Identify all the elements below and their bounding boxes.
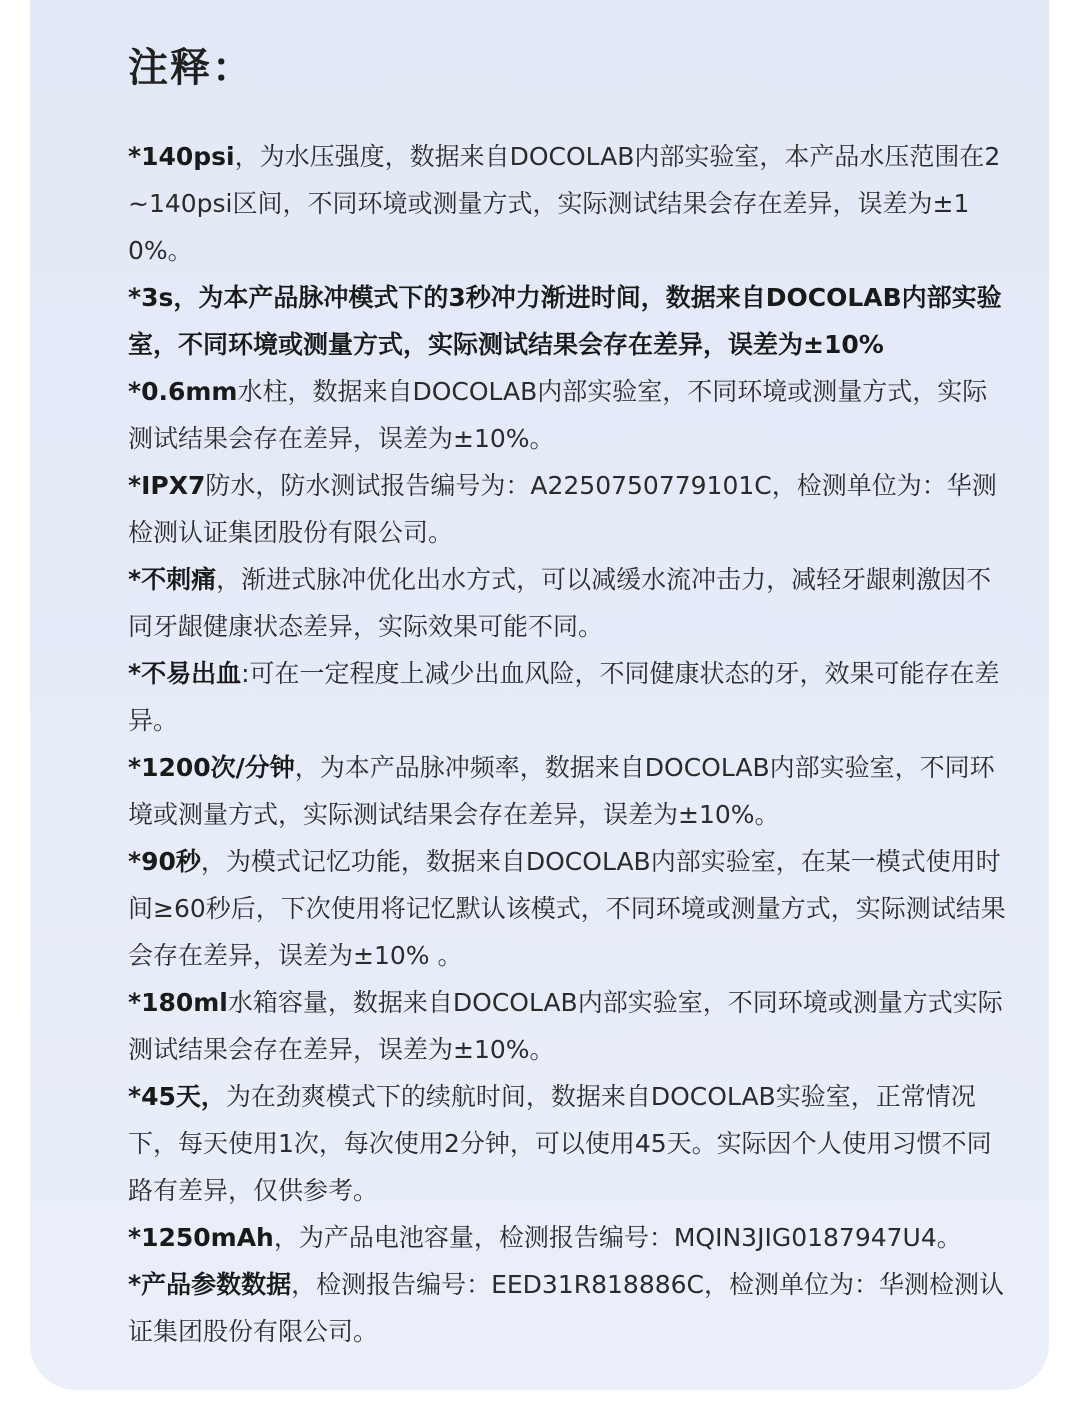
note-item-no-pain: [128, 556, 1008, 650]
note-lead: *90秒: [128, 847, 201, 876]
note-item-product-params: [128, 1261, 1008, 1355]
note-text: :可在一定程度上减少出血风险，不同健康状态的牙，效果可能存在差异。: [128, 659, 1000, 735]
note-lead: *140psi: [128, 142, 235, 171]
note-item-tank-capacity: [128, 979, 1008, 1073]
note-text: ，为水压强度，数据来自DOCOLAB内部实验室，本产品水压范围在2~140psi区间，不同环境或测量方式，实际测试结果会存在差异，误差为±10%。: [128, 142, 1001, 265]
note-item-mode-memory: [128, 838, 1008, 979]
note-text: 水箱容量，数据来自DOCOLAB内部实验室，不同环境或测量方式实际测试结果会存在差异，误差为±10%。: [128, 988, 1003, 1064]
note-lead: *产品参数数据: [128, 1270, 292, 1299]
notes-card: [30, 0, 1049, 1390]
note-item-battery-life: [128, 1073, 1008, 1214]
note-lead: *3s，为本产品脉冲模式下的3秒冲力渐进时间，数据来自DOCOLAB内部实验室，不同环境或测量方式，实际测试结果会存在差异，误差为±10%: [128, 283, 1002, 359]
note-lead: *不易出血: [128, 659, 242, 688]
page-title: 注释：: [128, 45, 254, 91]
note-lead: *0.6mm: [128, 377, 238, 406]
note-lead: *180ml: [128, 988, 228, 1017]
note-item-psi: [128, 133, 1008, 274]
note-item-pulse-frequency: [128, 744, 1008, 838]
note-lead: *45天，: [128, 1082, 226, 1111]
note-lead: *不刺痛: [128, 565, 217, 594]
note-text: ，渐进式脉冲优化出水方式，可以减缓水流冲击力，减轻牙龈刺激因不同牙龈健康状态差异，实际效果可能不同。: [128, 565, 992, 641]
note-text: ，检测报告编号：EED31R818886C，检测单位为：华测检测认证集团股份有限公司。: [128, 1270, 1004, 1346]
note-text: 为在劲爽模式下的续航时间，数据来自DOCOLAB实验室，正常情况下，每天使用1次，每次使用2分钟，可以使用45天。实际因个人使用习惯不同路有差异，仅供参考。: [128, 1082, 992, 1205]
note-text: 防水，防水测试报告编号为：A2250750779101C，检测单位为：华测检测认证集团股份有限公司。: [128, 471, 997, 547]
note-item-no-bleeding: [128, 650, 1008, 744]
note-item-3s: [128, 274, 1008, 368]
note-lead: *IPX7: [128, 471, 206, 500]
note-item-water-column: [128, 368, 1008, 462]
note-item-ipx7: [128, 462, 1008, 556]
note-lead: *1200次/分钟: [128, 753, 295, 782]
note-text: ，为本产品脉冲频率，数据来自DOCOLAB内部实验室，不同环境或测量方式，实际测试结果会存在差异，误差为±10%。: [128, 753, 995, 829]
note-item-battery-capacity: [128, 1214, 1008, 1261]
notes-list: [128, 133, 1008, 1355]
note-text: ，为模式记忆功能，数据来自DOCOLAB内部实验室，在某一模式使用时间≥60秒后，下次使用将记忆默认该模式，不同环境或测量方式，实际测试结果会存在差异，误差为±10% 。: [128, 847, 1006, 970]
note-text: 水柱，数据来自DOCOLAB内部实验室，不同环境或测量方式，实际测试结果会存在差异，误差为±10%。: [128, 377, 988, 453]
note-text: ，为产品电池容量，检测报告编号：MQIN3JIG0187947U4。: [273, 1223, 962, 1252]
note-lead: *1250mAh: [128, 1223, 274, 1252]
